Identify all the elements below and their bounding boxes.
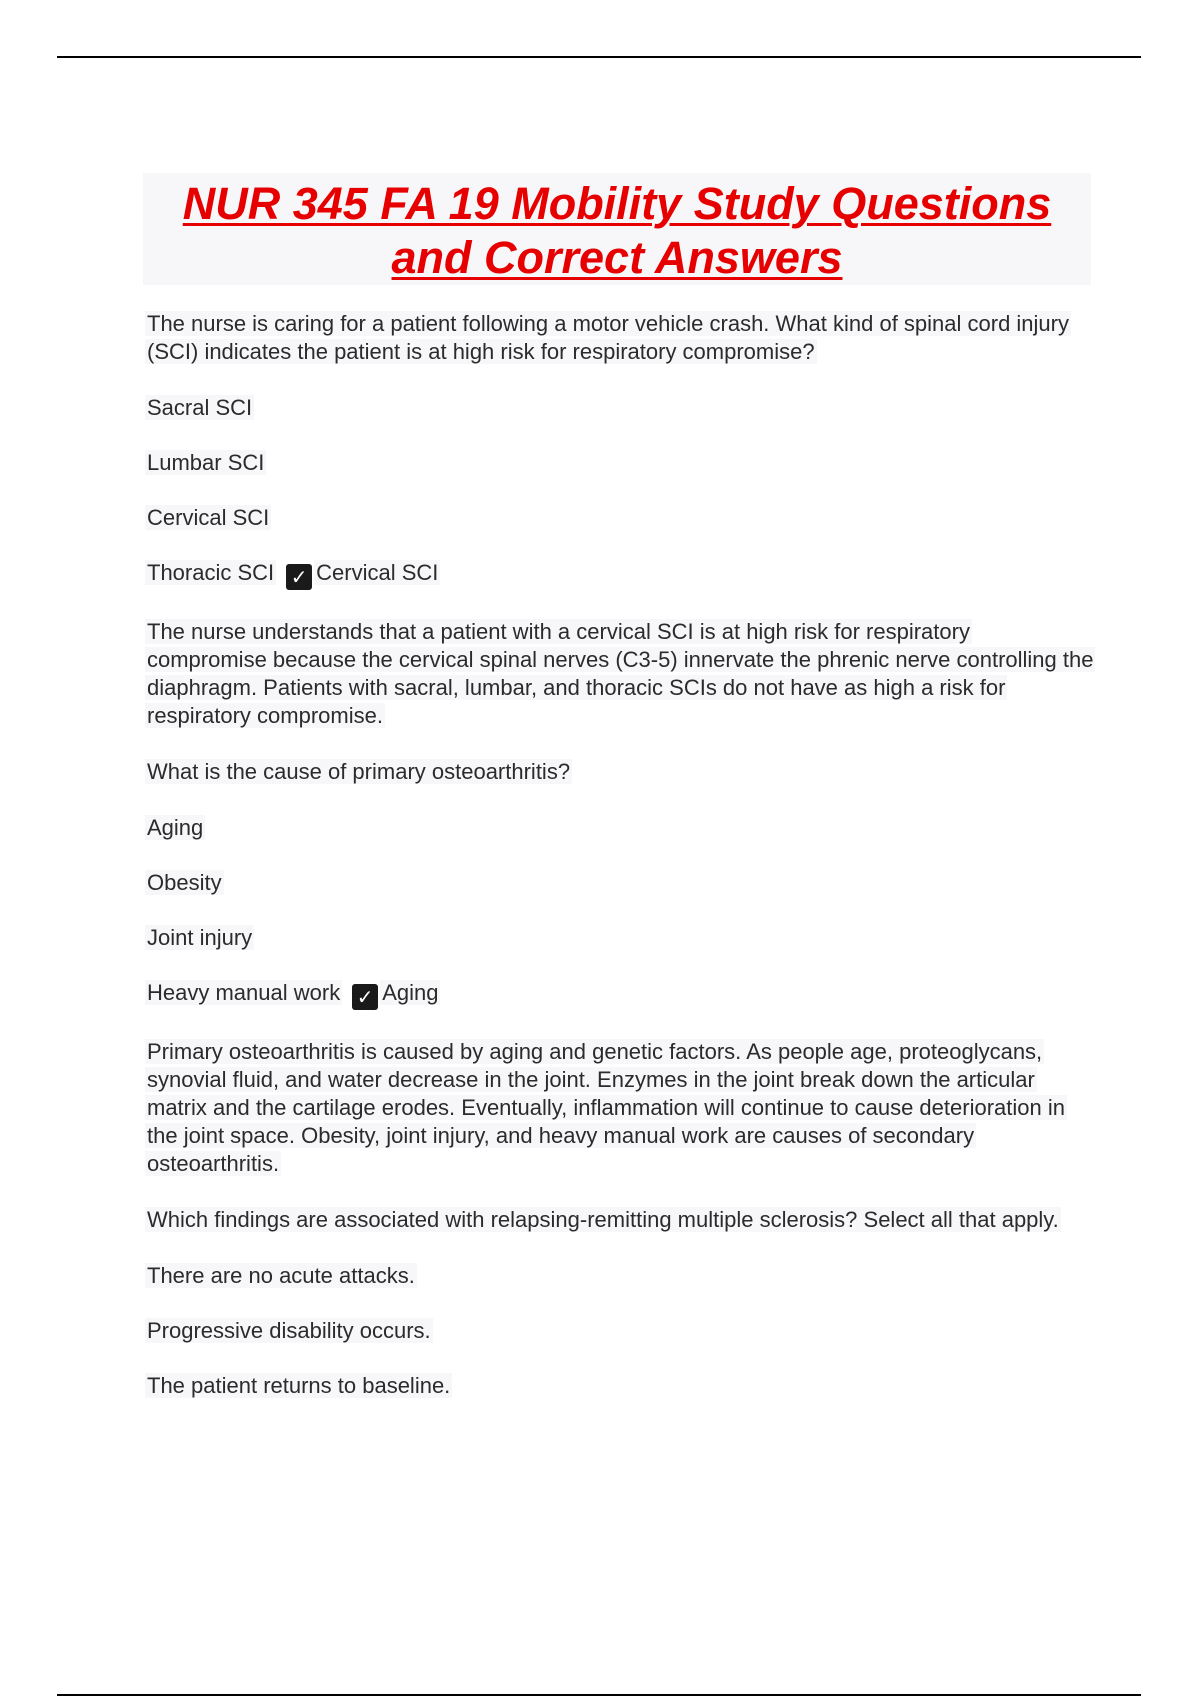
question-1-option-4-with-answer [145,559,1095,590]
rationale-text: The nurse understands that a patient with a cervical SCI is at high risk for respiratory compromise because the cervical spinal nerves (C3-5) innervate the phrenic nerve controlling the diaphragm. Patients with sacral, lumbar, and thoracic SCIs do not have as high a risk for respiratory compromise. [147,619,1094,728]
option-text: Thoracic SCI [147,560,275,585]
question-3 [145,1206,1095,1234]
option-text: Sacral SCI [147,395,253,420]
correct-answer: Cervical SCI [316,560,439,585]
bottom-rule [57,1694,1141,1696]
document-title: NUR 345 FA 19 Mobility Study Questions and Correct Answers [182,178,1052,283]
question-3-option-1 [145,1262,1095,1290]
question-2-option-3 [145,924,1095,952]
question-1-option-3 [145,504,1095,532]
question-3-text: Which findings are associated with relapsing-remitting multiple sclerosis? Select all that apply. [147,1207,1059,1232]
question-2-rationale [145,1038,1095,1178]
document-body [145,310,1095,1427]
rationale-text: Primary osteoarthritis is caused by aging and genetic factors. As people age, proteoglycans, synovial fluid, and water decrease in the joint. Enzymes in the joint break down the articular matrix and the cartilage erodes. Eventually, inflammation will continue to cause deterioration in the joint space. Obesity, joint injury, and heavy manual work are causes of secondary osteoarthritis. [147,1039,1065,1176]
option-text: Aging [147,815,204,840]
option-text: Cervical SCI [147,505,270,530]
option-text: Obesity [147,870,222,895]
option-text: There are no acute attacks. [147,1263,415,1288]
option-text: The patient returns to baseline. [147,1373,451,1398]
question-1-text: The nurse is caring for a patient following a motor vehicle crash. What kind of spinal cord injury (SCI) indicates the patient is at high risk for respiratory compromise? [147,311,1069,364]
option-text: Joint injury [147,925,253,950]
question-1-option-2 [145,449,1095,477]
checkmark-icon: ✓ [352,984,378,1010]
question-3-option-3 [145,1372,1095,1400]
question-2-option-2 [145,869,1095,897]
question-1 [145,310,1095,366]
question-1-option-1 [145,394,1095,422]
question-2-option-1 [145,814,1095,842]
question-2 [145,758,1095,786]
option-text: Progressive disability occurs. [147,1318,431,1343]
question-3-option-2 [145,1317,1095,1345]
question-1-rationale [145,618,1095,730]
title-block [143,173,1091,285]
question-2-text: What is the cause of primary osteoarthritis? [147,759,571,784]
correct-answer: Aging [382,980,439,1005]
option-text: Lumbar SCI [147,450,265,475]
top-rule [57,56,1141,58]
question-2-option-4-with-answer [145,979,1095,1010]
option-text: Heavy manual work [147,980,341,1005]
checkmark-icon: ✓ [286,564,312,590]
